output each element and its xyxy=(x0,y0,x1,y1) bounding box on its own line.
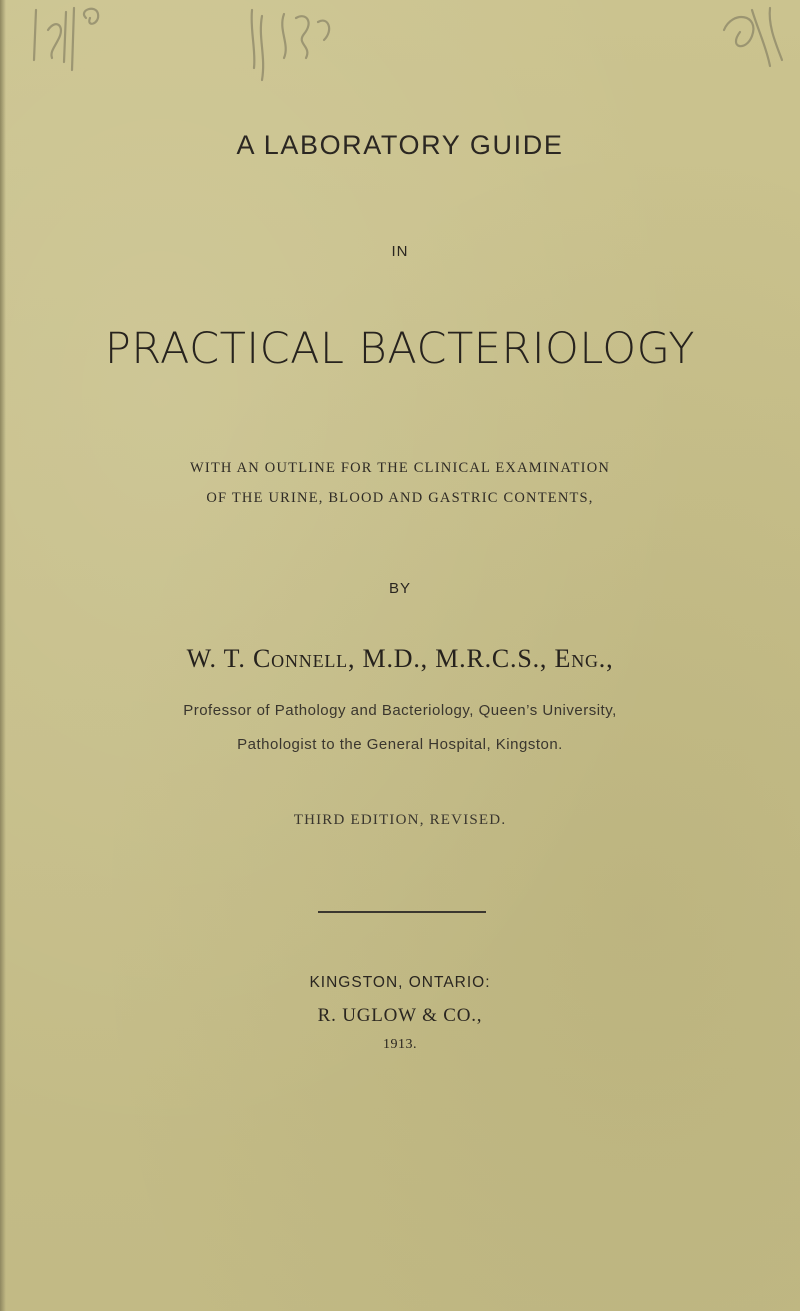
affiliation-line-1: Professor of Pathology and Bacteriology, Queen’s University, xyxy=(183,702,617,719)
by-label: BY xyxy=(388,580,411,597)
imprint-publisher: R. UGLOW & CO., xyxy=(317,1005,483,1026)
subtitle-line-1: WITH AN OUTLINE FOR THE CLINICAL EXAMINATION xyxy=(189,460,611,476)
imprint-place: KINGSTON, ONTARIO: xyxy=(309,974,491,991)
divider-rule xyxy=(318,911,486,913)
connector-in: IN xyxy=(391,243,409,260)
subtitle-line-2: OF THE URINE, BLOOD AND GASTRIC CONTENTS, xyxy=(206,490,594,506)
imprint-year: 1913. xyxy=(383,1037,417,1052)
main-title: PRACTICAL BACTERIOLOGY xyxy=(104,324,696,374)
affiliation-line-2: Pathologist to the General Hospital, Kingston. xyxy=(237,736,563,753)
book-title: A LABORATORY GUIDE xyxy=(236,130,564,160)
edition-statement: THIRD EDITION, REVISED. xyxy=(293,812,507,828)
author-name: W. T. Connell, M.D., M.R.C.S., Eng., xyxy=(186,644,614,673)
pencil-annotation-marks xyxy=(0,0,800,95)
